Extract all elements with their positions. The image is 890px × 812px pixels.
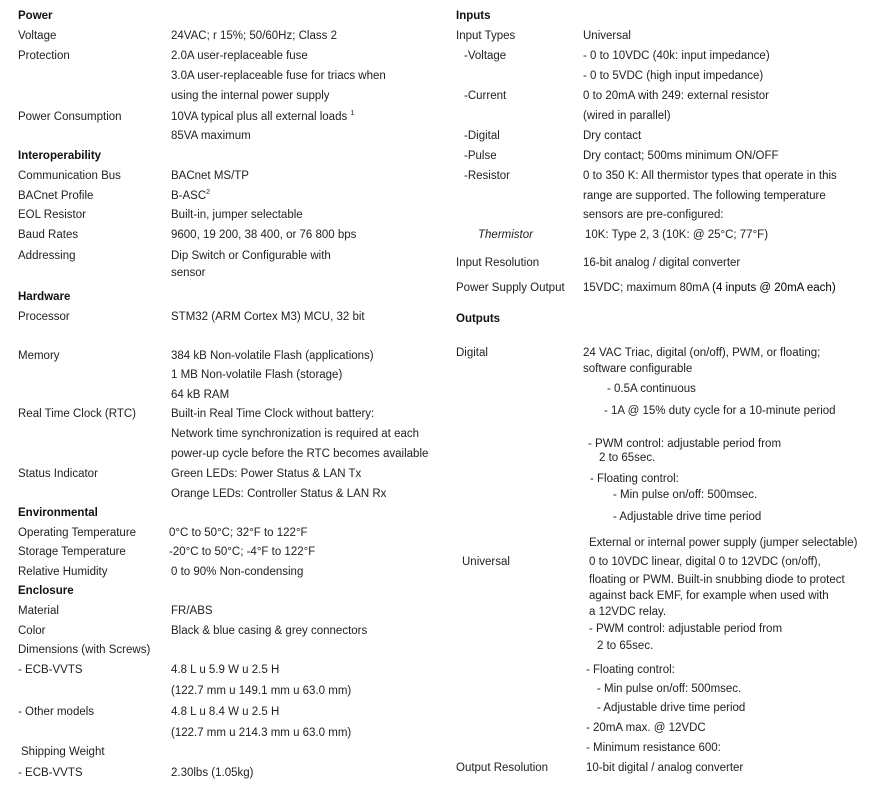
material-label: Material bbox=[18, 605, 59, 617]
u-pwm-line: - PWM control: adjustable period from bbox=[589, 623, 783, 635]
footnote-marker: 2 bbox=[206, 189, 211, 197]
input-types-value: Universal bbox=[583, 30, 631, 42]
input-current-line: (wired in parallel) bbox=[583, 110, 671, 122]
input-voltage-line: - 0 to 10VDC (40k: input impedance) bbox=[583, 50, 770, 62]
hardware-heading: Hardware bbox=[18, 291, 71, 303]
output-digital-cont: - 0.5A continuous bbox=[607, 383, 696, 395]
dimensions-label: Dimensions (with Screws) bbox=[18, 644, 151, 656]
environmental-heading: Environmental bbox=[18, 507, 98, 519]
eol-label: EOL Resistor bbox=[18, 209, 86, 221]
universal-line: 0 to 10VDC linear, digital 0 to 12VDC (on/off), bbox=[589, 556, 821, 568]
output-universal-label: Universal bbox=[462, 556, 510, 568]
protection-line: using the internal power supply bbox=[171, 90, 330, 102]
memory-line: 384 kB Non-volatile Flash (applications) bbox=[171, 350, 374, 362]
sttemp-value: -20°C to 50°C; -4°F to 122°F bbox=[169, 546, 316, 558]
output-resolution-value: 10-bit digital / analog converter bbox=[586, 762, 744, 774]
rtc-line: Network time synchronization is required at each bbox=[171, 428, 420, 440]
baud-label: Baud Rates bbox=[18, 229, 79, 241]
rtc-line: Built-in Real Time Clock without battery: bbox=[171, 408, 375, 420]
output-floating-min: - Min pulse on/off: 500msec. bbox=[613, 489, 758, 501]
shipping-label: Shipping Weight bbox=[21, 746, 105, 758]
optemp-label: Operating Temperature bbox=[18, 527, 137, 539]
output-digital-line: 24 VAC Triac, digital (on/off), PWM, or floating; bbox=[583, 347, 821, 359]
psu-text-emphasis: (4 inputs @ 20mA each) bbox=[712, 282, 836, 294]
u-floating-min: - Min pulse on/off: 500msec. bbox=[597, 683, 742, 695]
psu-text: 15VDC; maximum 80mA bbox=[583, 282, 709, 294]
interop-heading: Interoperability bbox=[18, 150, 102, 162]
optemp-value: 0°C to 50°C; 32°F to 122°F bbox=[169, 527, 308, 539]
psu-value bbox=[583, 282, 836, 294]
material-value: FR/ABS bbox=[171, 605, 213, 617]
memory-label: Memory bbox=[18, 350, 60, 362]
input-resistor-line: range are supported. The following temperature bbox=[583, 190, 826, 202]
color-label: Color bbox=[18, 625, 46, 637]
thermistor-value: 10K: Type 2, 3 (10K: @ 25°C; 77°F) bbox=[585, 229, 769, 241]
status-line: Green LEDs: Power Status & LAN Tx bbox=[171, 468, 362, 480]
addr-line: sensor bbox=[171, 267, 206, 279]
input-pulse-label: -Pulse bbox=[464, 150, 497, 162]
processor-label: Processor bbox=[18, 311, 70, 323]
thermistor-label: Thermistor bbox=[478, 229, 533, 241]
consumption-label: Power Consumption bbox=[18, 111, 122, 123]
input-pulse-value: Dry contact; 500ms minimum ON/OFF bbox=[583, 150, 779, 162]
addr-line: Dip Switch or Configurable with bbox=[171, 250, 331, 262]
protection-line: 3.0A user-replaceable fuse for triacs when bbox=[171, 70, 386, 82]
power-heading: Power bbox=[18, 10, 53, 22]
processor-value: STM32 (ARM Cortex M3) MCU, 32 bit bbox=[171, 311, 365, 323]
output-pwm-line: - PWM control: adjustable period from bbox=[588, 438, 782, 450]
universal-line: floating or PWM. Built-in snubbing diode to protect bbox=[589, 574, 845, 586]
u-max: - 20mA max. @ 12VDC bbox=[586, 722, 706, 734]
profile-label: BACnet Profile bbox=[18, 190, 94, 202]
universal-line: against back EMF, for example when used with bbox=[589, 590, 829, 602]
universal-line: External or internal power supply (jumper selectable) bbox=[589, 537, 858, 549]
dim-vvts-line: (122.7 mm u 149.1 mm u 63.0 mm) bbox=[171, 685, 352, 697]
consumption-line: 10VA typical plus all external loads bbox=[171, 111, 348, 123]
voltage-label: Voltage bbox=[18, 30, 57, 42]
color-value: Black & blue casing & grey connectors bbox=[171, 625, 368, 637]
outputs-heading: Outputs bbox=[456, 313, 501, 325]
universal-line: a 12VDC relay. bbox=[589, 606, 667, 618]
input-digital-value: Dry contact bbox=[583, 130, 642, 142]
profile-text: B-ASC bbox=[171, 190, 207, 202]
dim-other-line: 4.8 L u 8.4 W u 2.5 H bbox=[171, 706, 280, 718]
input-types-label: Input Types bbox=[456, 30, 516, 42]
bus-value: BACnet MS/TP bbox=[171, 170, 249, 182]
dim-other-label: - Other models bbox=[18, 706, 95, 718]
inputs-heading: Inputs bbox=[456, 10, 491, 22]
output-floating-label: - Floating control: bbox=[590, 473, 679, 485]
output-pwm-line: 2 to 65sec. bbox=[599, 452, 656, 464]
psu-label: Power Supply Output bbox=[456, 282, 565, 294]
input-digital-label: -Digital bbox=[464, 130, 500, 142]
input-resistor-line: 0 to 350 K: All thermistor types that operate in this bbox=[583, 170, 837, 182]
rtc-label: Real Time Clock (RTC) bbox=[18, 408, 136, 420]
profile-value bbox=[171, 190, 210, 202]
voltage-value: 24VAC; r 15%; 50/60Hz; Class 2 bbox=[171, 30, 337, 42]
input-current-line: 0 to 20mA with 249: external resistor bbox=[583, 90, 770, 102]
baud-value: 9600, 19 200, 38 400, or 76 800 bps bbox=[171, 229, 357, 241]
protection-label: Protection bbox=[18, 50, 70, 62]
sttemp-label: Storage Temperature bbox=[18, 546, 126, 558]
bus-label: Communication Bus bbox=[18, 170, 121, 182]
output-resolution-label: Output Resolution bbox=[456, 762, 549, 774]
input-resolution-label: Input Resolution bbox=[456, 257, 540, 269]
u-minres: - Minimum resistance 600: bbox=[586, 742, 721, 754]
u-floating-adj: - Adjustable drive time period bbox=[597, 702, 746, 714]
footnote-marker: 1 bbox=[350, 110, 355, 118]
memory-line: 64 kB RAM bbox=[171, 389, 230, 401]
consumption-value bbox=[171, 111, 354, 123]
consumption-max: 85VA maximum bbox=[171, 130, 251, 142]
dim-other-line: (122.7 mm u 214.3 mm u 63.0 mm) bbox=[171, 727, 352, 739]
status-label: Status Indicator bbox=[18, 468, 98, 480]
addr-label: Addressing bbox=[18, 250, 76, 262]
eol-value: Built-in, jumper selectable bbox=[171, 209, 303, 221]
output-digital-duty: - 1A @ 15% duty cycle for a 10-minute period bbox=[604, 405, 836, 417]
dim-vvts-label: - ECB-VVTS bbox=[18, 664, 83, 676]
output-digital-line: software configurable bbox=[583, 363, 693, 375]
output-digital-label: Digital bbox=[456, 347, 488, 359]
input-voltage-label: -Voltage bbox=[464, 50, 507, 62]
input-current-label: -Current bbox=[464, 90, 507, 102]
u-floating-label: - Floating control: bbox=[586, 664, 675, 676]
humidity-value: 0 to 90% Non-condensing bbox=[171, 566, 304, 578]
rtc-line: power-up cycle before the RTC becomes available bbox=[171, 448, 429, 460]
u-pwm-line: 2 to 65sec. bbox=[597, 640, 654, 652]
input-resistor-line: sensors are pre-configured: bbox=[583, 209, 724, 221]
ship-vvts-label: - ECB-VVTS bbox=[18, 767, 83, 779]
input-resolution-value: 16-bit analog / digital converter bbox=[583, 257, 741, 269]
output-floating-adj: - Adjustable drive time period bbox=[613, 511, 762, 523]
enclosure-heading: Enclosure bbox=[18, 585, 74, 597]
protection-line: 2.0A user-replaceable fuse bbox=[171, 50, 308, 62]
input-voltage-line: - 0 to 5VDC (high input impedance) bbox=[583, 70, 764, 82]
status-line: Orange LEDs: Controller Status & LAN Rx bbox=[171, 488, 387, 500]
humidity-label: Relative Humidity bbox=[18, 566, 108, 578]
dim-vvts-line: 4.8 L u 5.9 W u 2.5 H bbox=[171, 664, 280, 676]
memory-line: 1 MB Non-volatile Flash (storage) bbox=[171, 369, 343, 381]
input-resistor-label: -Resistor bbox=[464, 170, 511, 182]
ship-vvts-value: 2.30lbs (1.05kg) bbox=[171, 767, 254, 779]
